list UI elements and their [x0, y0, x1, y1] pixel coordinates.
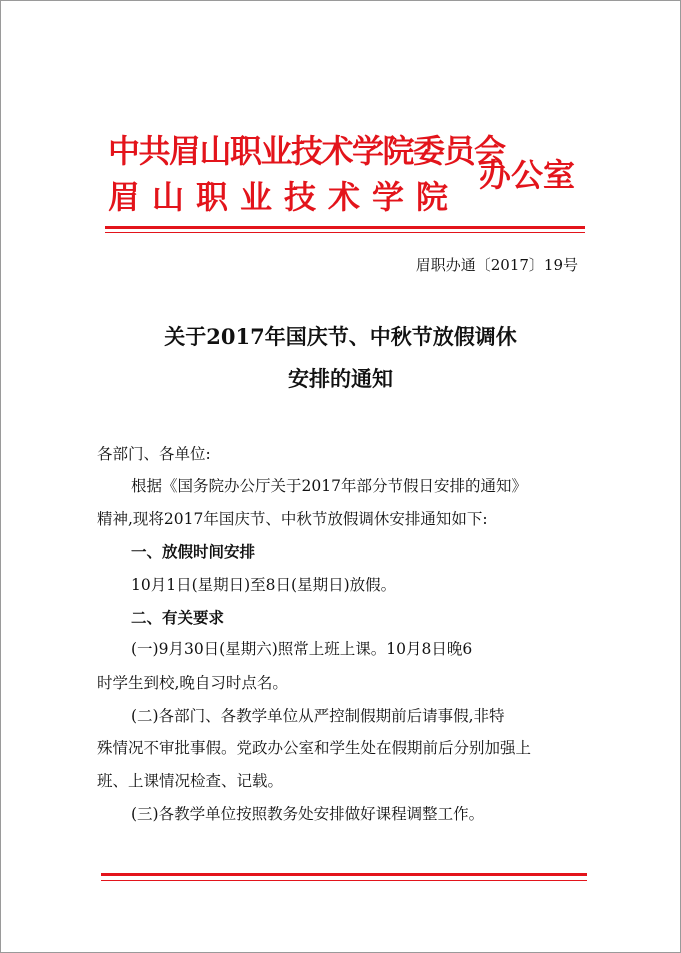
item-2-line-1: (二)各部门、各教学单位从严控制假期前后请事假,非特 — [131, 707, 505, 725]
header-rule-thick — [105, 226, 585, 229]
section-2-heading: 二、有关要求 — [131, 608, 225, 627]
letterhead-office: 办公室 — [479, 156, 576, 194]
letterhead-line-2: 眉山职业技术学院 — [108, 178, 461, 216]
document-title-line-2: 安排的通知 — [288, 366, 393, 391]
item-1-line-2: 时学生到校,晚自习时点名。 — [97, 674, 288, 692]
item-1-line-1: (一)9月30日(星期六)照常上班上课。10月8日晚6 — [131, 640, 473, 658]
document-number: 眉职办通〔2017〕19号 — [415, 256, 578, 274]
letterhead-line-1: 中共眉山职业技术学院委员会 — [108, 132, 505, 170]
header-rule-thin — [105, 232, 585, 233]
section-1-text: 10月1日(星期日)至8日(星期日)放假。 — [131, 576, 397, 594]
item-2-line-3: 班、上课情况检查、记载。 — [97, 772, 284, 790]
intro-line-2: 精神,现将2017年国庆节、中秋节放假调休安排通知如下: — [97, 510, 488, 528]
footer-rule-thin — [101, 880, 587, 881]
footer-rule-thick — [101, 873, 587, 876]
salutation: 各部门、各单位: — [97, 445, 211, 463]
document-title-line-1: 关于2017年国庆节、中秋节放假调休 — [164, 324, 517, 349]
item-3-line-1: (三)各教学单位按照教务处安排做好课程调整工作。 — [131, 805, 485, 823]
item-2-line-2: 殊情况不审批事假。党政办公室和学生处在假期前后分别加强上 — [97, 739, 532, 757]
intro-line-1: 根据《国务院办公厅关于2017年部分节假日安排的通知》 — [131, 477, 527, 495]
section-1-heading: 一、放假时间安排 — [131, 542, 256, 561]
